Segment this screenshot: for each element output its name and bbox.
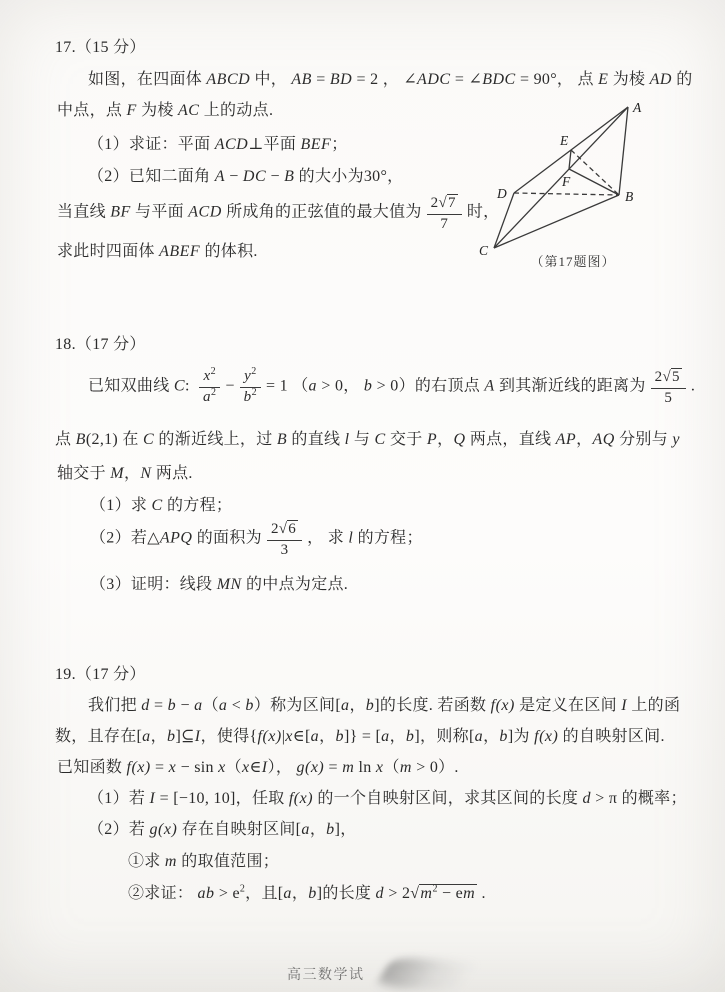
p19-item-2: （2）若 g(x) 存在自映射区间[a，b]， <box>88 821 357 838</box>
vertex-label-A: A <box>633 100 642 115</box>
p19-line-2: 数，且存在[a，b]⊆I，使得{f(x)|x∈[a，b]} = [a，b]，则称[a，b]为 f(x) 的自映射区间. <box>55 728 665 745</box>
segment-EF <box>569 150 571 169</box>
figure-caption: （第17题图） <box>530 254 616 269</box>
hidden-segment-EB <box>571 150 619 195</box>
p18-item-3: （3）证明：线段 MN 的中点为定点. <box>90 576 349 593</box>
p17-line-2: 中点，点 F 为棱 AC 上的动点. <box>57 102 274 119</box>
p18-line-3: 轴交于 M，N 两点. <box>57 465 193 482</box>
p17-figure <box>476 94 716 278</box>
p17-line-1: 如图，在四面体 ABCD 中， AB = BD = 2 ， ∠ADC = ∠BDC = 90°， 点 E 为棱 AD 的 <box>88 71 693 88</box>
vertex-label-D: D <box>497 186 507 201</box>
vertex-label-B: B <box>625 189 634 204</box>
p18-line-2: 点 B(2,1) 在 C 的渐近线上，过 B 的直线 l 与 C 交于 P，Q 两点，直线 AP，AQ 分别与 y <box>55 431 680 448</box>
edge-AC <box>494 107 628 248</box>
p19-heading: 19.（17 分） <box>55 666 146 683</box>
hidden-edge-DB <box>514 193 619 195</box>
p19-sub-1: ①求 m 的取值范围； <box>128 853 280 870</box>
p17-line-5: 当直线 BF 与平面 ACD 所成角的正弦值的最大值为 $\frac{2√7}{7}$ 时， <box>57 195 500 233</box>
p18-item-2: （2）若△APQ 的面积为 $\frac{2√6}{3}$ ， 求 l 的方程； <box>90 521 423 559</box>
p19-item-1: （1）若 I = [−10, 10]，任取 f(x) 的一个自映射区间，求其区间的长度 d > π 的概率； <box>88 790 687 807</box>
segment-FB <box>569 169 619 195</box>
p19-sub-2: ②求证： ab > $e^2$，且[a，b]的长度 $d > 2√m^2$ − em . <box>128 883 486 902</box>
edge-AB <box>619 107 628 195</box>
p18-item-1: （1）求 C 的方程； <box>90 497 233 514</box>
tetrahedron-diagram <box>476 94 716 278</box>
p17-item-2: （2）已知二面角 A − DC − B 的大小为30°， <box>88 168 404 185</box>
p18-line-1: 已知双曲线 C: $\frac{x^2}{a^2}$ − $\frac{y^2}{b^2}$ = 1 （a > 0， b > 0）的右顶点 A 到其渐近线的距离为 $\frac{2√5}{5}$ . <box>88 366 696 407</box>
page-footer: 高三数学试 <box>287 968 365 983</box>
edge-CB <box>494 195 619 248</box>
vertex-label-E: E <box>560 133 569 148</box>
p19-line-1: 我们把 d = b − a（a < b）称为区间[a，b]的长度. 若函数 f(x) 是定义在区间 I 上的函 <box>88 697 681 714</box>
vertex-label-F: F <box>562 174 571 189</box>
vertex-label-C: C <box>479 243 489 258</box>
p19-line-3: 已知函数 f(x) = x − sin x（x∈I）， g(x) = m ln x（m > 0）. <box>57 759 459 776</box>
page-curl-shadow <box>374 957 502 992</box>
p17-heading: 17.（15 分） <box>55 39 146 56</box>
p18-heading: 18.（17 分） <box>55 336 146 353</box>
p17-line-6: 求此时四面体 ABEF 的体积. <box>57 243 258 260</box>
p17-item-1: （1）求证：平面 ACD⊥平面 BEF； <box>88 136 348 153</box>
edge-DC <box>494 193 514 248</box>
